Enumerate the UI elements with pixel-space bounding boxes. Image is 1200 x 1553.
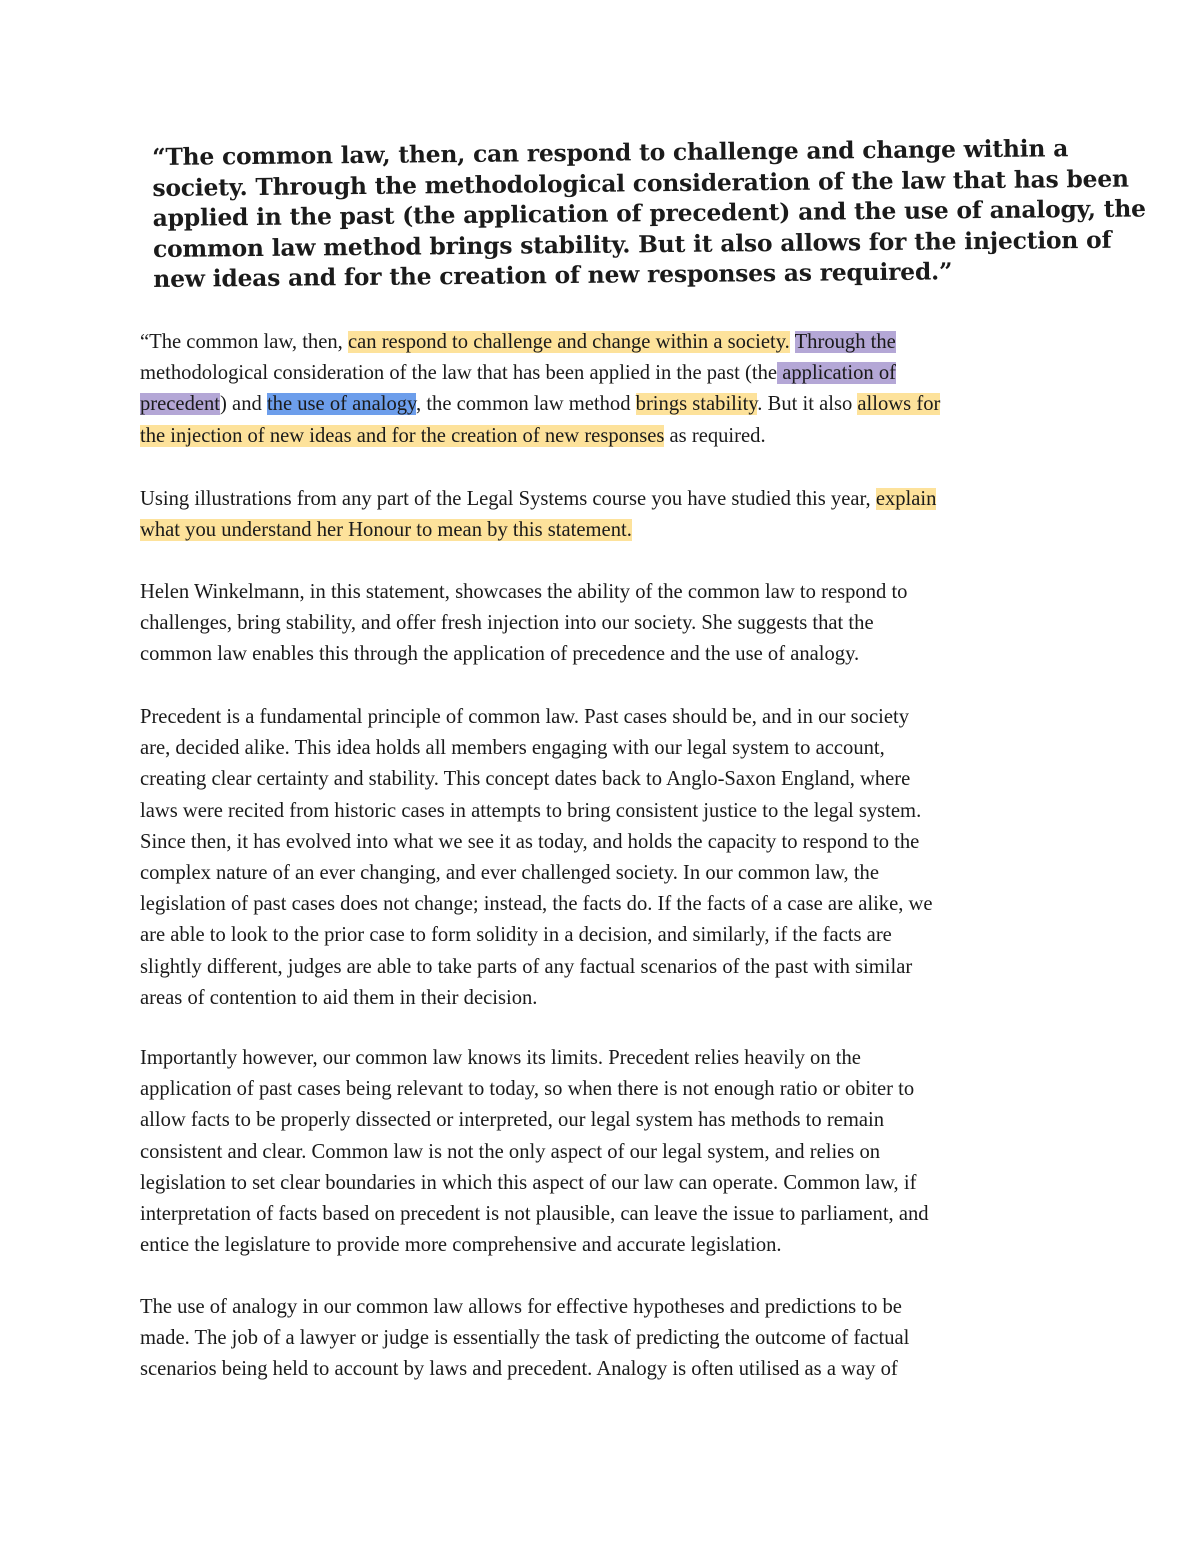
paragraph-line: consistent and clear. Common law is not the only aspect of our legal system, and relies on [140,1140,881,1163]
text-run: “The common law, then, [140,331,348,353]
text-run: ) and [220,393,267,416]
paragraph-line: interpretation of facts based on precedent is not plausible, can leave the issue to parliament, and [140,1203,929,1226]
paragraph-line [140,484,1070,515]
highlight-purple: precedent [140,393,221,416]
paragraph-line [140,515,1070,546]
paragraph-line: made. The job of a lawyer or judge is essentially the task of predicting the outcome of factual [140,1327,910,1350]
text-run: methodological consideration of the law that has been applied in the past (the [140,362,778,385]
scanned-quote-line: new ideas and for the creation of new responses as required.” [153,257,953,293]
essay-paragraph-analogy [140,1292,1070,1386]
paragraph-line: Precedent is a fundamental principle of common law. Past cases should be, and in our society [140,706,910,728]
text-run: as required. [664,424,766,447]
highlight-purple: application of [777,362,897,385]
paragraph-line: challenges, bring stability, and offer fresh injection into our society. She suggests that the [140,612,874,635]
highlighted-quote-paragraph [140,327,1070,452]
scanned-quote-line: common law method brings stability. But it also allows for the injection of [152,225,1112,263]
paragraph-line: scenarios being held to account by laws and precedent. Analogy is often utilised as a way of [140,1358,898,1381]
question-paragraph [140,484,1070,546]
scanned-quote-image [152,133,1146,294]
paragraph-line: common law enables this through the application of precedence and the use of analogy. [140,643,860,666]
paragraph-line: slightly different, judges are able to take parts of any factual scenarios of the past with similar [140,955,913,978]
paragraph-line: allow facts to be properly dissected or interpreted, our legal system has methods to remain [140,1109,885,1132]
essay-paragraph-limits [140,1043,1070,1261]
highlight-yellow: can respond to challenge and change within a society. [347,331,790,353]
paragraph-line: legislation of past cases does not change; instead, the facts do. If the facts of a case are alike, we [140,893,933,916]
paragraph-line: areas of contention to aid them in their decision. [140,986,538,1009]
highlight-purple: Through the [794,331,896,353]
paragraph-line: laws were recited from historic cases in attempts to bring consistent justice to the legal system. [140,799,922,822]
text-run [790,331,795,353]
essay-paragraph-intro [140,577,1070,671]
highlight-yellow: allows for [857,393,941,416]
paragraph-line: complex nature of an ever changing, and ever challenged society. In our common law, the [140,862,879,885]
paragraph-line: application of past cases being relevant to today, so when there is not enough ratio or obiter to [140,1078,915,1101]
paragraph-line [140,421,1070,452]
highlight-yellow: what you understand her Honour to mean by this statement. [140,519,632,542]
essay-paragraph-precedent [140,702,1070,1014]
text-run: . But it also [757,393,858,416]
paragraph-line: Importantly however, our common law knows its limits. Precedent relies heavily on the [140,1047,861,1069]
highlight-blue: the use of analogy [266,393,417,416]
scanned-quote-line: applied in the past (the application of precedent) and the use of analogy, the [152,194,1146,232]
paragraph-line: entice the legislature to provide more comprehensive and accurate legislation. [140,1234,782,1257]
highlight-yellow: the injection of new ideas and for the creation of new responses [140,424,665,447]
paragraph-line [140,389,1070,420]
highlight-yellow: explain [875,488,937,510]
text-run: Using illustrations from any part of the Legal Systems course you have studied this year, [140,488,876,510]
scanned-quote-line: society. Through the methodological consideration of the law that has been [152,164,1129,202]
paragraph-line: The use of analogy in our common law allows for effective hypotheses and predictions to be [140,1296,902,1318]
paragraph-line: legislation to set clear boundaries in which this aspect of our law can operate. Common law, if [140,1171,917,1194]
paragraph-line: are able to look to the prior case to form solidity in a decision, and similarly, if the facts are [140,924,892,947]
paragraph-line [140,327,1070,358]
paragraph-line: creating clear certainty and stability. This concept dates back to Anglo-Saxon England, where [140,768,911,791]
paragraph-line: Helen Winkelmann, in this statement, showcases the ability of the common law to respond to [140,581,908,603]
paragraph-line: are, decided alike. This idea holds all members engaging with our legal system to account, [140,737,885,760]
paragraph-line: Since then, it has evolved into what we see it as today, and holds the capacity to respond to the [140,830,920,853]
paragraph-line [140,358,1070,389]
scanned-quote-line: “The common law, then, can respond to challenge and change within a [152,134,1069,171]
highlight-yellow: brings stability [635,393,758,416]
text-run: , the common law method [416,393,636,416]
